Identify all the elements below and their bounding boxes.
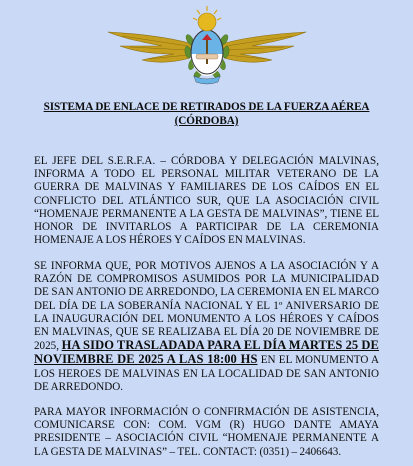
paragraph-rescheduling-location: EN EL MONUMENTO A LOS HEROES DE MALVINAS EN LA LOCALIDAD DE SAN ANTONIO DE ARREDONDO. [34, 354, 379, 393]
new-date-highlight: HA SIDO TRASLADADA PARA EL DÍA MARTES 25 DE NOVIEMBRE DE 2025 A LAS 18:00 HS [34, 338, 379, 367]
title-line-1: SISTEMA DE ENLACE DE RETIRADOS DE LA FUERZA AÉREA [43, 101, 370, 113]
argentine-air-force-emblem-icon [102, 0, 312, 86]
paragraph-rescheduling-intro: SE INFORMA QUE, POR MOTIVOS AJENOS A LA ASOCIACIÓN Y A RAZÓN DE COMPROMISOS ASUMIDOS POR LA MUNICIPALIDAD DE SAN ANTONIO DE ARREDONDO, LA CEREMONIA EN EL MARCO DEL DÍA DE LA SOBERANÍA NACIONAL Y EL 1º ANIVERSARIO DE LA INAUGURACIÓN DEL MONUMENTO A LOS HÉROES Y CAÍDOS EN MALVINAS, QUE SE REALIZABA EL DÍA 20 DE NOVIEMBRE DE 2025, [34, 260, 379, 353]
paragraph-rescheduling [34, 260, 379, 394]
paragraph-invitation: EL JEFE DEL S.E.R.F.A. – CÓRDOBA Y DELEGACIÓN MALVINAS, INFORMA A TODO EL PERSONAL MILITAR VETERANO DE LA GUERRA DE MALVINAS Y FAMILIARES DE LOS CAÍDOS EN EL CONFLICTO DEL ATLÁNTICO SUR, QUE LA ASOCIACIÓN CIVIL “HOMENAJE PERMANENTE A LA GESTA DE MALVINAS”, TIENE EL HONOR DE INVITARLOS A PARTICIPAR DE LA CEREMONIA HOMENAJE A LOS HÉROES Y CAÍDOS EN MALVINAS. [34, 155, 379, 247]
paragraph-contact: PARA MAYOR INFORMACIÓN O CONFIRMACIÓN DE ASISTENCIA, COMUNICARSE CON: COM. VGM (R) HUGO DANTE AMAYA PRESIDENTE – ASOCIACIÓN CIVIL “HOMENAJE PERMANENTE A LA GESTA DE MALVINAS” – TEL. CONTACT: (0351) – 2406643. [34, 406, 379, 458]
document-title [20, 100, 393, 128]
title-line-2: (CÓRDOBA) [174, 115, 239, 127]
